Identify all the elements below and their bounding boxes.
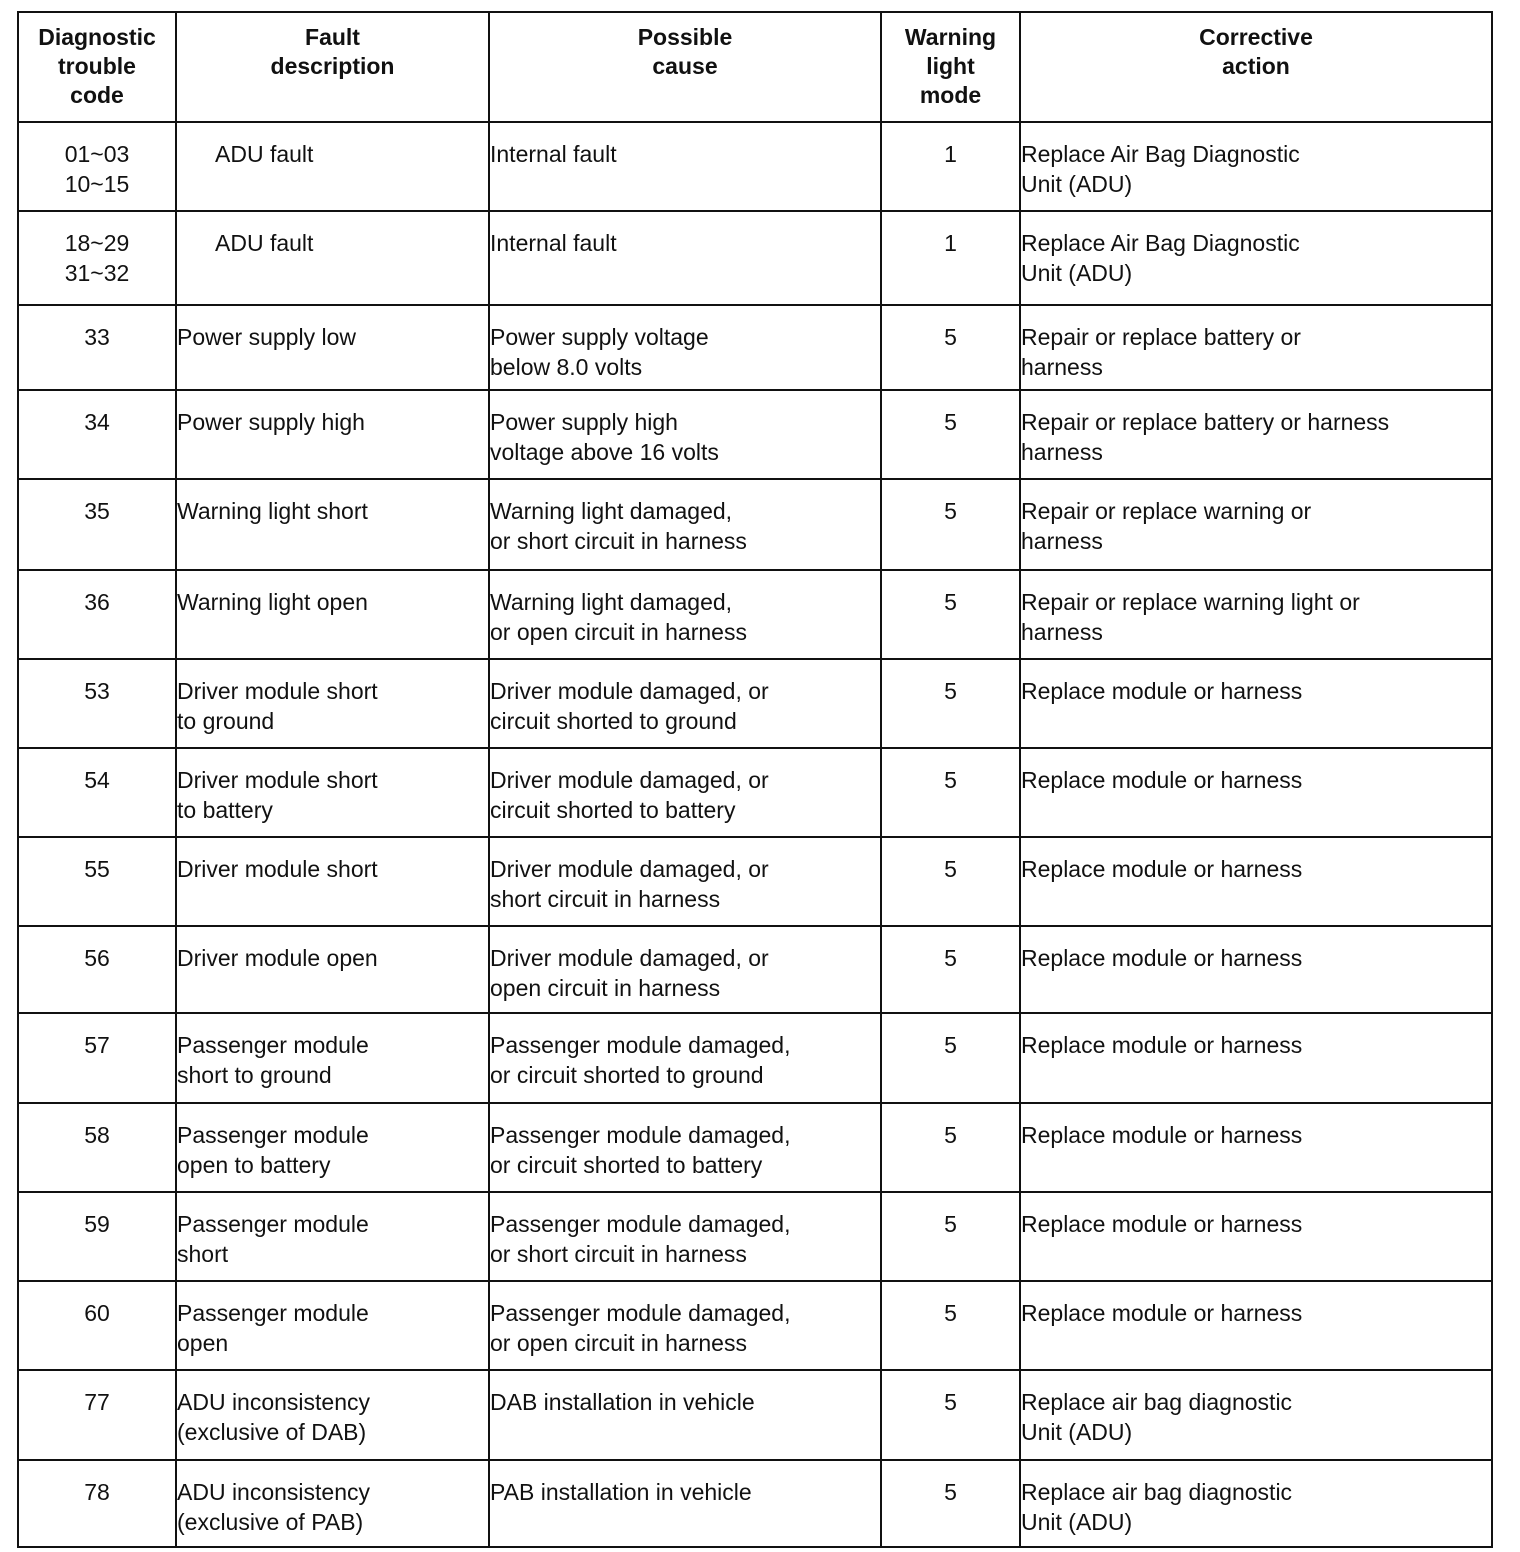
cell-corrective-action-line: Unit (ADU)	[1021, 1509, 1133, 1535]
table-row	[18, 837, 1492, 926]
table-row	[18, 659, 1492, 748]
table-row	[18, 1281, 1492, 1370]
cell-warning-mode-value: 5	[944, 1032, 957, 1058]
cell-corrective-action-line: Unit (ADU)	[1021, 1419, 1133, 1445]
cell-cause	[489, 926, 881, 1013]
cell-cause-line: short circuit in harness	[490, 886, 721, 912]
cell-warning-mode	[881, 1192, 1020, 1281]
cell-description	[176, 122, 489, 211]
cell-cause-line: Warning light damaged,	[490, 498, 733, 524]
table-row	[18, 1013, 1492, 1103]
cell-description-line: Passenger module	[177, 1211, 369, 1237]
cell-code	[18, 926, 176, 1013]
cell-cause-line: Power supply high	[490, 409, 678, 435]
cell-description	[176, 570, 489, 659]
cell-description-line: Driver module short	[177, 678, 378, 704]
table-row	[18, 122, 1492, 211]
cell-corrective-action-line: Replace air bag diagnostic	[1021, 1479, 1293, 1505]
cell-description-line: ADU inconsistency	[177, 1479, 371, 1505]
cell-cause	[489, 1103, 881, 1192]
table-row	[18, 1460, 1492, 1547]
cell-corrective-action-line: Replace module or harness	[1021, 856, 1303, 882]
cell-cause-line: DAB installation in vehicle	[490, 1389, 755, 1415]
cell-corrective-action-line: Replace module or harness	[1021, 1122, 1303, 1148]
cell-corrective-action-line: Unit (ADU)	[1021, 260, 1133, 286]
cell-description-line: (exclusive of DAB)	[177, 1419, 367, 1445]
cell-corrective-action	[1020, 570, 1492, 659]
cell-cause-line: Internal fault	[490, 230, 617, 256]
table-row	[18, 1370, 1492, 1460]
cell-description	[176, 479, 489, 570]
cell-warning-mode	[881, 926, 1020, 1013]
cell-description	[176, 837, 489, 926]
cell-warning-mode	[881, 659, 1020, 748]
cell-cause	[489, 122, 881, 211]
cell-warning-mode-value: 5	[944, 589, 957, 615]
cell-corrective-action	[1020, 926, 1492, 1013]
cell-code	[18, 1370, 176, 1460]
cell-cause-line: or short circuit in harness	[490, 528, 747, 554]
cell-code-line: 57	[84, 1032, 110, 1058]
cell-warning-mode	[881, 211, 1020, 305]
cell-description-line: open to battery	[177, 1152, 331, 1178]
cell-warning-mode	[881, 122, 1020, 211]
cell-warning-mode-value: 5	[944, 324, 957, 350]
cell-corrective-action-line: Repair or replace warning or	[1021, 498, 1312, 524]
cell-corrective-action-line: Unit (ADU)	[1021, 171, 1133, 197]
header-mode: Warning light mode	[881, 12, 1020, 122]
table-row	[18, 1103, 1492, 1192]
cell-cause	[489, 1370, 881, 1460]
cell-warning-mode-value: 5	[944, 1389, 957, 1415]
cell-cause-line: Internal fault	[490, 141, 617, 167]
cell-cause-line: or open circuit in harness	[490, 619, 747, 645]
table-row	[18, 305, 1492, 390]
cell-description-line: Driver module short	[177, 856, 378, 882]
dtc-table	[17, 11, 1493, 1548]
cell-code-line: 78	[84, 1479, 110, 1505]
cell-description-line: Power supply low	[177, 324, 356, 350]
cell-warning-mode	[881, 390, 1020, 479]
cell-code	[18, 479, 176, 570]
table-body	[18, 122, 1492, 1547]
cell-corrective-action	[1020, 1192, 1492, 1281]
cell-cause	[489, 211, 881, 305]
cell-description	[176, 305, 489, 390]
cell-description-line: Driver module short	[177, 767, 378, 793]
cell-description-line: Passenger module	[177, 1300, 369, 1326]
cell-cause-line: open circuit in harness	[490, 975, 721, 1001]
cell-code-line: 35	[84, 498, 110, 524]
cell-code-line: 53	[84, 678, 110, 704]
cell-code	[18, 1013, 176, 1103]
cell-corrective-action	[1020, 1013, 1492, 1103]
table-row	[18, 211, 1492, 305]
cell-corrective-action	[1020, 305, 1492, 390]
cell-code	[18, 1103, 176, 1192]
cell-cause-line: or short circuit in harness	[490, 1241, 747, 1267]
cell-warning-mode-value: 5	[944, 1479, 957, 1505]
cell-description	[176, 1013, 489, 1103]
cell-corrective-action-line: Replace Air Bag Diagnostic	[1021, 230, 1300, 256]
cell-corrective-action-line: harness	[1021, 439, 1103, 465]
table-row	[18, 748, 1492, 837]
cell-corrective-action	[1020, 1103, 1492, 1192]
cell-description	[176, 1192, 489, 1281]
cell-cause-line: Passenger module damaged,	[490, 1032, 791, 1058]
cell-code-line: 10~15	[64, 171, 130, 197]
cell-corrective-action-line: Replace module or harness	[1021, 678, 1303, 704]
cell-cause-line: PAB installation in vehicle	[490, 1479, 752, 1505]
cell-cause-line: Passenger module damaged,	[490, 1211, 791, 1237]
cell-cause	[489, 1013, 881, 1103]
cell-code-line: 59	[84, 1211, 110, 1237]
cell-warning-mode-value: 1	[944, 230, 957, 256]
cell-warning-mode	[881, 837, 1020, 926]
cell-corrective-action-line: Replace air bag diagnostic	[1021, 1389, 1293, 1415]
cell-cause	[489, 305, 881, 390]
cell-warning-mode-value: 5	[944, 856, 957, 882]
cell-cause	[489, 390, 881, 479]
cell-cause-line: circuit shorted to battery	[490, 797, 736, 823]
header-cause: Possible cause	[489, 12, 881, 122]
cell-cause-line: Passenger module damaged,	[490, 1300, 791, 1326]
cell-corrective-action	[1020, 390, 1492, 479]
cell-code-line: 36	[84, 589, 110, 615]
cell-corrective-action	[1020, 837, 1492, 926]
cell-cause	[489, 837, 881, 926]
cell-warning-mode-value: 5	[944, 498, 957, 524]
cell-code	[18, 570, 176, 659]
header-action: Corrective action	[1020, 12, 1492, 122]
cell-description-line: to battery	[177, 797, 273, 823]
cell-cause	[489, 1281, 881, 1370]
cell-code-line: 54	[84, 767, 110, 793]
cell-warning-mode-value: 5	[944, 678, 957, 704]
cell-warning-mode-value: 5	[944, 1300, 957, 1326]
cell-warning-mode-value: 5	[944, 1122, 957, 1148]
cell-corrective-action-line: Replace module or harness	[1021, 1300, 1303, 1326]
cell-corrective-action-line: Replace module or harness	[1021, 1032, 1303, 1058]
cell-cause-line: Passenger module damaged,	[490, 1122, 791, 1148]
table-row	[18, 390, 1492, 479]
table-row	[18, 926, 1492, 1013]
cell-code-line: 33	[84, 324, 110, 350]
cell-corrective-action	[1020, 211, 1492, 305]
table-header	[18, 12, 1492, 122]
cell-description	[176, 1103, 489, 1192]
cell-warning-mode	[881, 748, 1020, 837]
cell-corrective-action-line: harness	[1021, 354, 1103, 380]
cell-warning-mode	[881, 1281, 1020, 1370]
cell-warning-mode	[881, 1013, 1020, 1103]
cell-corrective-action-line: Replace module or harness	[1021, 767, 1303, 793]
cell-code	[18, 1460, 176, 1547]
cell-cause-line: voltage above 16 volts	[490, 439, 719, 465]
cell-corrective-action	[1020, 748, 1492, 837]
cell-cause-line: circuit shorted to ground	[490, 708, 737, 734]
cell-code-line: 60	[84, 1300, 110, 1326]
cell-code	[18, 1192, 176, 1281]
cell-cause	[489, 748, 881, 837]
cell-corrective-action-line: Repair or replace warning light or	[1021, 589, 1360, 615]
cell-corrective-action	[1020, 659, 1492, 748]
cell-corrective-action-line: harness	[1021, 528, 1103, 554]
cell-corrective-action-line: Repair or replace battery or	[1021, 324, 1301, 350]
cell-code-line: 01~03	[64, 141, 130, 167]
cell-cause-line: or circuit shorted to ground	[490, 1062, 764, 1088]
cell-description	[176, 211, 489, 305]
cell-cause-line: below 8.0 volts	[490, 354, 643, 380]
cell-description-line: short	[177, 1241, 229, 1267]
cell-description	[176, 748, 489, 837]
cell-description	[176, 1281, 489, 1370]
cell-description	[176, 1460, 489, 1547]
cell-cause-line: Driver module damaged, or	[490, 678, 769, 704]
cell-code	[18, 122, 176, 211]
cell-code-line: 31~32	[64, 260, 130, 286]
cell-warning-mode	[881, 1370, 1020, 1460]
cell-cause	[489, 1192, 881, 1281]
cell-warning-mode-value: 1	[944, 141, 957, 167]
cell-corrective-action	[1020, 122, 1492, 211]
cell-cause-line: Warning light damaged,	[490, 589, 733, 615]
cell-description	[176, 926, 489, 1013]
cell-warning-mode-value: 5	[944, 409, 957, 435]
cell-cause-line: Driver module damaged, or	[490, 856, 769, 882]
cell-cause-line: or circuit shorted to battery	[490, 1152, 763, 1178]
cell-code-line: 58	[84, 1122, 110, 1148]
cell-cause	[489, 1460, 881, 1547]
cell-description-line: Warning light open	[177, 589, 368, 615]
cell-description-line: Driver module open	[177, 945, 378, 971]
cell-description-line: Passenger module	[177, 1122, 369, 1148]
cell-warning-mode	[881, 1460, 1020, 1547]
cell-code	[18, 211, 176, 305]
cell-corrective-action-line: Replace module or harness	[1021, 1211, 1303, 1237]
cell-corrective-action	[1020, 1370, 1492, 1460]
cell-corrective-action	[1020, 479, 1492, 570]
cell-corrective-action	[1020, 1460, 1492, 1547]
cell-code	[18, 748, 176, 837]
cell-code	[18, 837, 176, 926]
cell-corrective-action-line: harness	[1021, 619, 1103, 645]
header-description: Fault description	[176, 12, 489, 122]
cell-code	[18, 1281, 176, 1370]
cell-warning-mode	[881, 570, 1020, 659]
cell-warning-mode-value: 5	[944, 945, 957, 971]
cell-warning-mode	[881, 305, 1020, 390]
cell-corrective-action-line: Replace module or harness	[1021, 945, 1303, 971]
cell-corrective-action-line: Repair or replace battery or harness	[1021, 409, 1390, 435]
cell-description-line: ADU fault	[215, 141, 314, 167]
cell-description-line: ADU fault	[215, 230, 314, 256]
cell-description-line: open	[177, 1330, 229, 1356]
cell-cause-line: Driver module damaged, or	[490, 767, 769, 793]
table-row	[18, 570, 1492, 659]
cell-cause-line: or open circuit in harness	[490, 1330, 747, 1356]
cell-warning-mode	[881, 1103, 1020, 1192]
cell-code	[18, 305, 176, 390]
cell-cause	[489, 479, 881, 570]
cell-description-line: short to ground	[177, 1062, 332, 1088]
cell-code-line: 77	[84, 1389, 110, 1415]
cell-code-line: 34	[84, 409, 110, 435]
cell-description-line: to ground	[177, 708, 275, 734]
cell-code-line: 18~29	[64, 230, 130, 256]
cell-description-line: Passenger module	[177, 1032, 369, 1058]
cell-code-line: 56	[84, 945, 110, 971]
header-row	[18, 12, 1492, 122]
cell-corrective-action	[1020, 1281, 1492, 1370]
cell-description-line: (exclusive of PAB)	[177, 1509, 364, 1535]
table-row	[18, 479, 1492, 570]
cell-warning-mode-value: 5	[944, 767, 957, 793]
cell-warning-mode-value: 5	[944, 1211, 957, 1237]
cell-cause	[489, 659, 881, 748]
table-row	[18, 1192, 1492, 1281]
cell-code-line: 55	[84, 856, 110, 882]
cell-description-line: Warning light short	[177, 498, 368, 524]
cell-warning-mode	[881, 479, 1020, 570]
cell-code	[18, 390, 176, 479]
cell-cause-line: Driver module damaged, or	[490, 945, 769, 971]
cell-cause	[489, 570, 881, 659]
cell-description	[176, 1370, 489, 1460]
cell-code	[18, 659, 176, 748]
header-code: Diagnostic trouble code	[18, 12, 176, 122]
cell-description-line: Power supply high	[177, 409, 365, 435]
cell-cause-line: Power supply voltage	[490, 324, 709, 350]
cell-description	[176, 390, 489, 479]
cell-description	[176, 659, 489, 748]
cell-description-line: ADU inconsistency	[177, 1389, 371, 1415]
cell-corrective-action-line: Replace Air Bag Diagnostic	[1021, 141, 1300, 167]
